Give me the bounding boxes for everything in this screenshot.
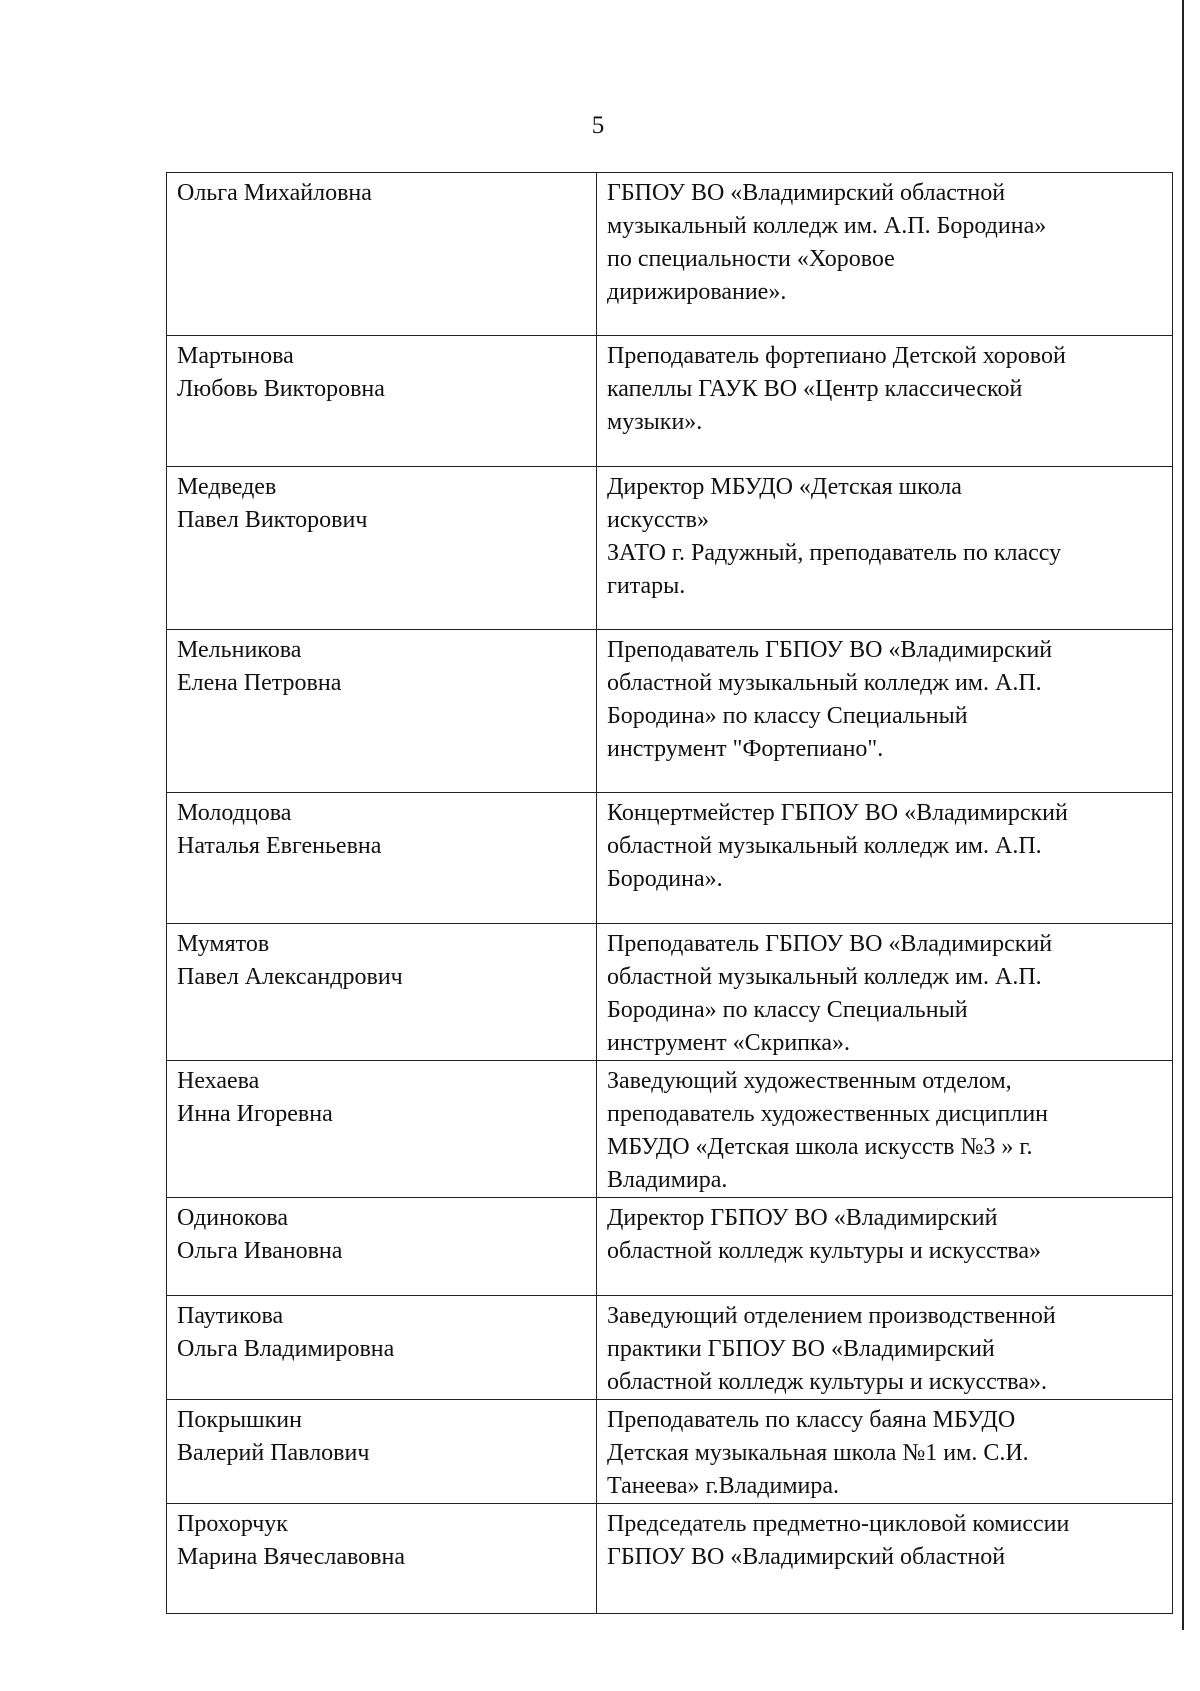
table-row — [167, 1198, 1173, 1296]
page-edge-line — [1182, 0, 1184, 1630]
member-position: Директор ГБПОУ ВО «Владимирский областной колледж культуры и искусства» — [597, 1198, 1173, 1296]
member-position: Заведующий отделением производственной практики ГБПОУ ВО «Владимирский областной колледж культуры и искусства». — [597, 1296, 1173, 1400]
members-table — [166, 172, 1173, 1614]
member-name: Паутикова Ольга Владимировна — [167, 1296, 597, 1400]
table-row — [167, 630, 1173, 793]
member-name: Мартынова Любовь Викторовна — [167, 336, 597, 467]
member-name: Медведев Павел Викторович — [167, 467, 597, 630]
member-name: Прохорчук Марина Вячеславовна — [167, 1504, 597, 1614]
table-row — [167, 173, 1173, 336]
member-name: Ольга Михайловна — [167, 173, 597, 336]
member-position: Преподаватель ГБПОУ ВО «Владимирский областной музыкальный колледж им. А.П. Бородина» по классу Специальный инструмент «Скрипка». — [597, 924, 1173, 1061]
member-position: ГБПОУ ВО «Владимирский областной музыкальный колледж им. А.П. Бородина» по специальности «Хоровое дирижирование». — [597, 173, 1173, 336]
member-position: Концертмейстер ГБПОУ ВО «Владимирский областной музыкальный колледж им. А.П. Бородина». — [597, 793, 1173, 924]
table-row — [167, 336, 1173, 467]
member-name: Мельникова Елена Петровна — [167, 630, 597, 793]
table-row — [167, 1400, 1173, 1504]
member-position: Председатель предметно-цикловой комиссии ГБПОУ ВО «Владимирский областной — [597, 1504, 1173, 1614]
member-position: Преподаватель по классу баяна МБУДО Детская музыкальная школа №1 им. С.И. Танеева» г.Владимира. — [597, 1400, 1173, 1504]
table-row — [167, 924, 1173, 1061]
member-position: Директор МБУДО «Детская школа искусств» ЗАТО г. Радужный, преподаватель по классу гитары. — [597, 467, 1173, 630]
table-row — [167, 1504, 1173, 1614]
member-name: Мумятов Павел Александрович — [167, 924, 597, 1061]
table-row — [167, 467, 1173, 630]
member-position: Преподаватель фортепиано Детской хоровой капеллы ГАУК ВО «Центр классической музыки». — [597, 336, 1173, 467]
member-name: Одинокова Ольга Ивановна — [167, 1198, 597, 1296]
member-name: Молодцова Наталья Евгеньевна — [167, 793, 597, 924]
member-name: Нехаева Инна Игоревна — [167, 1061, 597, 1198]
table-row — [167, 793, 1173, 924]
member-position: Преподаватель ГБПОУ ВО «Владимирский областной музыкальный колледж им. А.П. Бородина» по классу Специальный инструмент "Фортепиано". — [597, 630, 1173, 793]
member-name: Покрышкин Валерий Павлович — [167, 1400, 597, 1504]
member-position: Заведующий художественным отделом, преподаватель художественных дисциплин МБУДО «Детская школа искусств №3 » г. Владимира. — [597, 1061, 1173, 1198]
table-row — [167, 1296, 1173, 1400]
table-row — [167, 1061, 1173, 1198]
page-number: 5 — [591, 112, 605, 139]
